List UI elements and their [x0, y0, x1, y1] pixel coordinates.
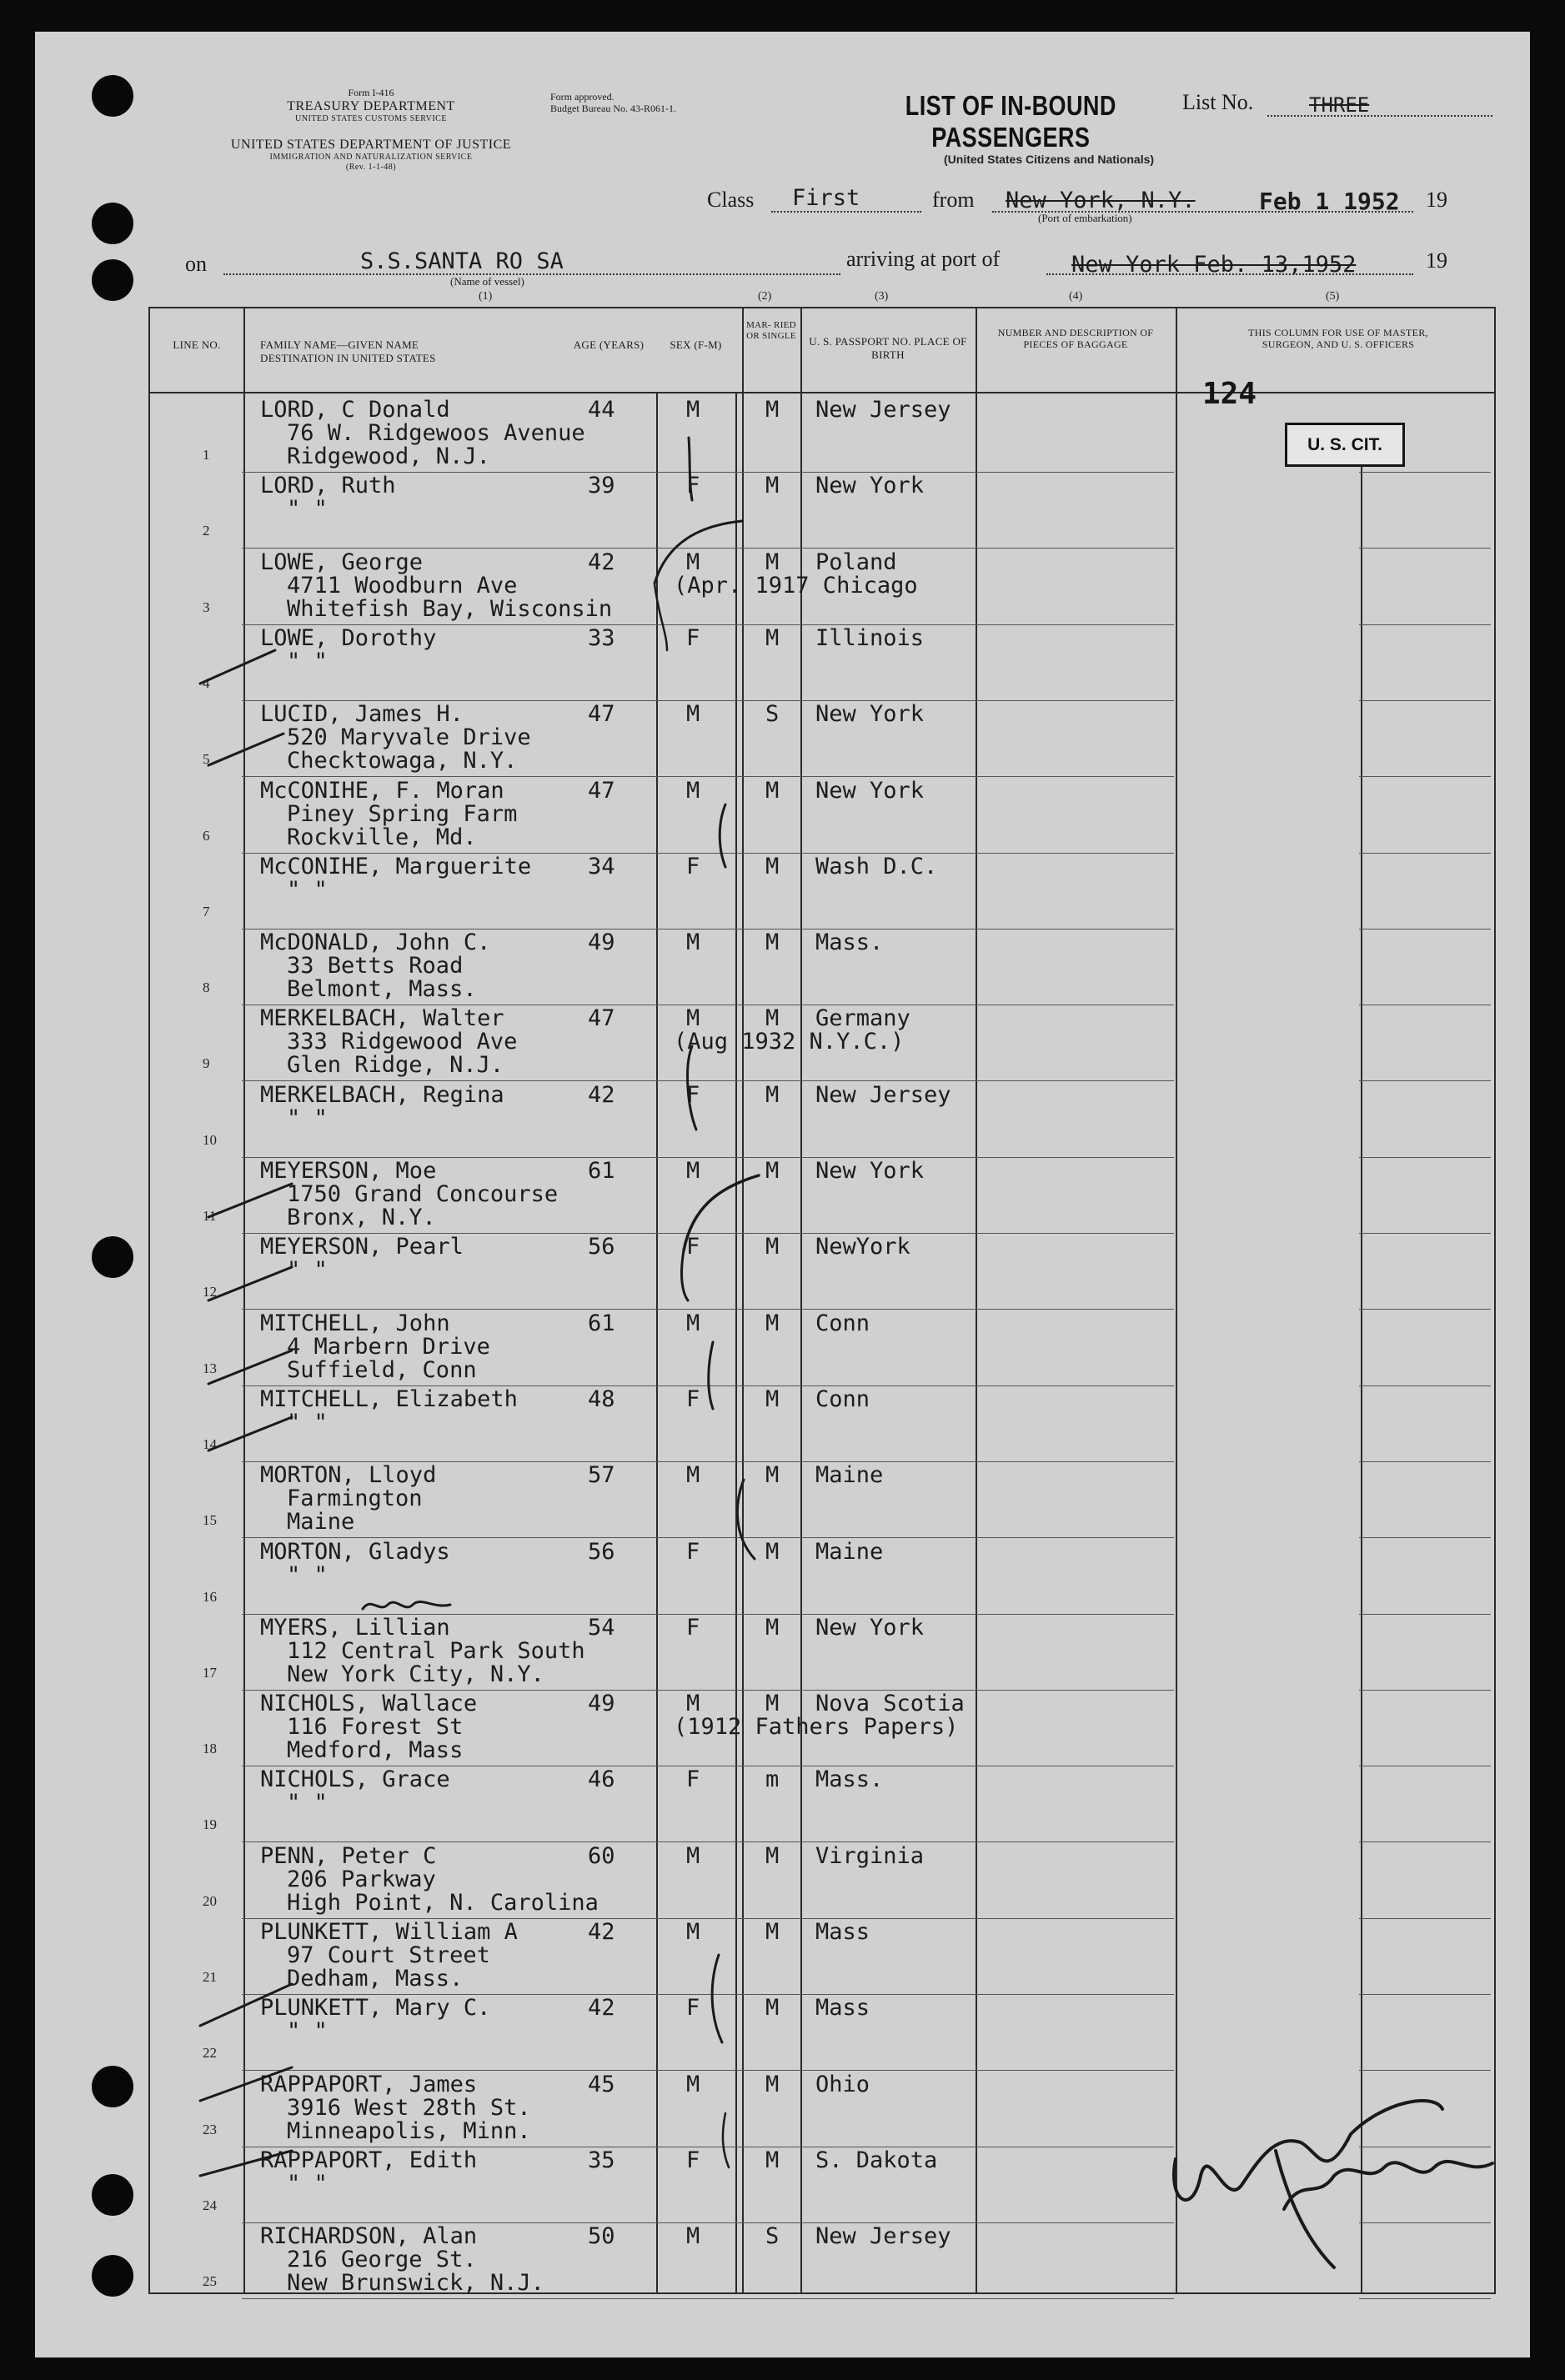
form-approved: Form approved. — [550, 91, 614, 103]
passenger-name: MEYERSON, Moe — [260, 1158, 437, 1184]
destination-line: Glen Ridge, N.J. — [287, 1052, 504, 1079]
table-row — [148, 1539, 1492, 1615]
destination-line: 333 Ridgewood Ave — [287, 1029, 518, 1055]
table-row — [148, 854, 1492, 929]
destination-line: 116 Forest St — [287, 1714, 464, 1741]
place-of-birth: New York — [815, 701, 925, 728]
marital-status: M — [765, 2071, 780, 2097]
line-number: 11 — [203, 1208, 217, 1224]
header-divider — [150, 392, 1494, 393]
passenger-sex: M — [686, 1005, 700, 1032]
line-number: 1 — [203, 447, 210, 463]
marital-status: M — [765, 1005, 780, 1032]
header-passport: U. S. PASSPORT NO. PLACE OF BIRTH — [809, 335, 967, 361]
marital-status: M — [765, 1081, 780, 1108]
place-of-birth: Maine — [815, 1538, 884, 1565]
passenger-sex: M — [686, 1691, 700, 1717]
destination-line: Bronx, N.Y. — [287, 1205, 436, 1230]
row-divider — [242, 2298, 1174, 2299]
passenger-age: 33 — [588, 624, 615, 651]
header-sex: SEX (F-M) — [670, 338, 722, 351]
column-number: (5) — [1326, 290, 1340, 303]
vessel-name: S.S.SANTA RO SA — [360, 248, 564, 274]
passenger-age: 47 — [588, 701, 615, 728]
passenger-age: 54 — [588, 1614, 615, 1641]
destination-line: Minneapolis, Minn. — [287, 2117, 531, 2144]
passenger-age: 60 — [588, 1842, 615, 1869]
marital-status: M — [765, 1462, 780, 1489]
vessel-line — [223, 273, 840, 275]
line-number: 20 — [203, 1892, 217, 1909]
from-date: Feb 1 1952 — [1259, 188, 1400, 215]
passenger-sex: F — [686, 1081, 700, 1108]
place-of-birth: New York — [815, 1158, 925, 1184]
passenger-age: 56 — [588, 1538, 615, 1565]
marital-status: M — [765, 473, 780, 499]
table-row — [148, 1310, 1492, 1386]
table-row — [148, 1691, 1492, 1766]
passenger-sex: M — [686, 1919, 700, 1945]
form-agency-block — [175, 88, 567, 172]
line-number: 10 — [203, 1131, 217, 1148]
marital-status: M — [765, 1842, 780, 1869]
punch-hole — [92, 2174, 133, 2216]
passenger-sex: M — [686, 397, 700, 423]
destination-line: " " — [287, 1105, 328, 1131]
header-baggage: NUMBER AND DESCRIPTION OF PIECES OF BAGGAGE — [997, 327, 1154, 351]
passenger-sex: M — [686, 1158, 700, 1184]
marital-status: m — [765, 1766, 780, 1793]
passenger-name: MITCHELL, Elizabeth — [260, 1385, 518, 1412]
place-of-birth: Virginia — [815, 1842, 925, 1869]
passenger-name: LOWE, Dorothy — [260, 624, 437, 651]
passenger-name: RAPPAPORT, James — [260, 2071, 478, 2097]
line-number: 8 — [203, 980, 210, 996]
destination-line: " " — [287, 496, 328, 523]
line-number: 23 — [203, 2121, 217, 2137]
table-row — [148, 1082, 1492, 1158]
place-of-birth: Ohio — [815, 2071, 870, 2097]
line-number: 19 — [203, 1816, 217, 1833]
header-line-no: LINE NO. — [173, 338, 221, 351]
punch-hole — [92, 1236, 133, 1278]
destination-line: New York City, N.Y. — [287, 1661, 544, 1687]
marital-status: M — [765, 2147, 780, 2173]
table-row — [148, 549, 1492, 625]
line-number: 7 — [203, 903, 210, 919]
destination-line: High Point, N. Carolina — [287, 1889, 599, 1916]
line-number: 4 — [203, 674, 210, 691]
destination-line: Piney Spring Farm — [287, 800, 518, 827]
passenger-name: McCONIHE, Marguerite — [260, 853, 532, 879]
port-embarkation-caption: (Port of embarkation) — [1038, 212, 1132, 224]
place-of-birth: Mass — [815, 1995, 870, 2022]
passenger-name: PENN, Peter C — [260, 1842, 437, 1869]
approval-block — [550, 92, 775, 115]
place-of-birth: Mass — [815, 1919, 870, 1945]
place-of-birth: Illinois — [815, 624, 925, 651]
list-no-line — [1267, 115, 1492, 117]
marital-status: M — [765, 624, 780, 651]
passenger-age: 61 — [588, 1310, 615, 1336]
table-row — [148, 778, 1492, 854]
destination-line: " " — [287, 1561, 328, 1588]
line-number: 21 — [203, 1969, 217, 1985]
destination-line: Checktowaga, N.Y. — [287, 748, 518, 774]
customs-service: UNITED STATES CUSTOMS SERVICE — [295, 114, 447, 124]
place-of-birth: New York — [815, 777, 925, 804]
marital-status: M — [765, 929, 780, 956]
table-row — [148, 625, 1492, 701]
line-number: 3 — [203, 599, 210, 615]
destination-line: " " — [287, 1409, 328, 1436]
passenger-name: NICHOLS, Grace — [260, 1766, 450, 1793]
passenger-age: 42 — [588, 1081, 615, 1108]
passenger-age: 45 — [588, 2071, 615, 2097]
passenger-sex: F — [686, 1614, 700, 1641]
table-row — [148, 1843, 1492, 1919]
destination-line: 206 Parkway — [287, 1866, 436, 1892]
naturalization-note: (1912 Fathers Papers) — [674, 1714, 959, 1741]
passenger-age: 57 — [588, 1462, 615, 1489]
passenger-name: MITCHELL, John — [260, 1310, 450, 1336]
header-name: FAMILY NAME—GIVEN NAME — [260, 338, 419, 351]
passenger-age: 44 — [588, 397, 615, 423]
place-of-birth: S. Dakota — [815, 2147, 938, 2173]
line-number: 2 — [203, 523, 210, 539]
marital-status: M — [765, 1158, 780, 1184]
place-of-birth: Wash D.C. — [815, 853, 938, 879]
passenger-name: MORTON, Lloyd — [260, 1462, 437, 1489]
line-number: 9 — [203, 1055, 210, 1072]
passenger-sex: M — [686, 549, 700, 575]
marital-status: M — [765, 1995, 780, 2022]
stamp-number: 124 — [1202, 377, 1257, 411]
marital-status: S — [765, 2223, 780, 2250]
passenger-name: McCONIHE, F. Moran — [260, 777, 504, 804]
passenger-sex: M — [686, 2223, 700, 2250]
passenger-age: 35 — [588, 2147, 615, 2173]
line-number: 24 — [203, 2197, 217, 2213]
ins-service: IMMIGRATION AND NATURALIZATION SERVICE — [269, 153, 473, 163]
destination-line: 216 George St. — [287, 2247, 477, 2273]
destination-line: 520 Maryvale Drive — [287, 724, 531, 751]
destination-line: Ridgewood, N.J. — [287, 443, 490, 469]
marital-status: M — [765, 1691, 780, 1717]
marital-status: M — [765, 1614, 780, 1641]
line-number: 15 — [203, 1512, 217, 1529]
from-year-suffix: 19 — [1426, 188, 1447, 212]
marital-status: M — [765, 777, 780, 804]
destination-line: 4 Marbern Drive — [287, 1333, 490, 1360]
justice-dept: UNITED STATES DEPARTMENT OF JUSTICE — [230, 137, 512, 152]
passenger-name: RICHARDSON, Alan — [260, 2223, 478, 2250]
passenger-name: PLUNKETT, William A — [260, 1919, 518, 1945]
place-of-birth: Conn — [815, 1310, 870, 1336]
place-of-birth: Poland — [815, 549, 897, 575]
on-label: on — [185, 252, 207, 276]
form-revision: (Rev. 1-1-48) — [345, 162, 397, 172]
destination-line: " " — [287, 2170, 328, 2197]
vessel-caption: (Name of vessel) — [450, 275, 524, 288]
passenger-sex: M — [686, 1842, 700, 1869]
line-number: 25 — [203, 2273, 217, 2290]
from-port: New York, N.Y. — [1006, 188, 1196, 213]
passenger-age: 42 — [588, 549, 615, 575]
passenger-name: MERKELBACH, Regina — [260, 1081, 504, 1108]
place-of-birth: NewYork — [815, 1234, 910, 1260]
class-label: Class — [707, 188, 755, 212]
treasury-dept: TREASURY DEPARTMENT — [287, 98, 455, 113]
destination-line: 3916 West 28th St. — [287, 2094, 531, 2121]
place-of-birth: New Jersey — [815, 397, 951, 423]
line-number: 5 — [203, 751, 210, 768]
destination-line: " " — [287, 2018, 328, 2045]
passenger-sex: M — [686, 1462, 700, 1489]
passenger-sex: F — [686, 1995, 700, 2022]
passenger-age: 56 — [588, 1234, 615, 1260]
column-number: (2) — [758, 290, 772, 303]
passenger-name: MERKELBACH, Walter — [260, 1005, 504, 1032]
destination-line: Suffield, Conn — [287, 1356, 477, 1383]
place-of-birth: Germany — [815, 1005, 910, 1032]
passenger-sex: M — [686, 1310, 700, 1336]
destination-line: " " — [287, 1257, 328, 1284]
place-of-birth: Mass. — [815, 1766, 884, 1793]
destination-line: 112 Central Park South — [287, 1637, 585, 1664]
marital-status: M — [765, 853, 780, 879]
passenger-age: 49 — [588, 929, 615, 956]
place-of-birth: New Jersey — [815, 2223, 951, 2250]
class-line — [771, 211, 921, 213]
place-of-birth: Conn — [815, 1385, 870, 1412]
line-number: 22 — [203, 2045, 217, 2062]
passenger-sex: M — [686, 701, 700, 728]
punch-hole — [92, 75, 133, 117]
marital-status: M — [765, 397, 780, 423]
destination-line: 4711 Woodburn Ave — [287, 572, 518, 599]
marital-status: M — [765, 1310, 780, 1336]
table-row — [148, 473, 1492, 549]
column-number: (3) — [875, 290, 889, 303]
table-row — [148, 1995, 1492, 2071]
passenger-age: 47 — [588, 777, 615, 804]
marital-status: M — [765, 1919, 780, 1945]
passenger-age: 39 — [588, 473, 615, 499]
punch-hole — [92, 203, 133, 244]
header-married: MAR- RIED OR SINGLE — [746, 320, 796, 342]
marital-status: M — [765, 1538, 780, 1565]
line-number: 14 — [203, 1436, 217, 1452]
destination-line: " " — [287, 1790, 328, 1816]
passenger-age: 49 — [588, 1691, 615, 1717]
table-row — [148, 2147, 1492, 2223]
destination-line: New Brunswick, N.J. — [287, 2270, 544, 2297]
passenger-age: 47 — [588, 1005, 615, 1032]
page-title: LIST OF IN-BOUND PASSENGERS — [905, 90, 1116, 153]
list-no-label: List No. — [1182, 90, 1254, 114]
naturalization-note: (Aug 1932 N.Y.C.) — [674, 1029, 905, 1055]
destination-line: 33 Betts Road — [287, 953, 464, 980]
line-number: 6 — [203, 827, 210, 844]
form-number: Form I-416 — [348, 87, 394, 98]
column-number: (1) — [479, 290, 493, 303]
line-number: 18 — [203, 1741, 217, 1757]
row-divider — [1359, 2298, 1491, 2299]
table-row — [148, 2072, 1492, 2147]
destination-line: Belmont, Mass. — [287, 976, 477, 1003]
destination-line: Farmington — [287, 1486, 423, 1512]
passenger-sex: F — [686, 1234, 700, 1260]
place-of-birth: Mass. — [815, 929, 884, 956]
table-row — [148, 1005, 1492, 1081]
destination-line: Maine — [287, 1509, 355, 1536]
place-of-birth: New York — [815, 1614, 925, 1641]
table-row — [148, 2223, 1492, 2299]
arriving-line — [1046, 273, 1413, 275]
table-row — [148, 1386, 1492, 1462]
page-subtitle: (United States Citizens and Nationals) — [944, 153, 1155, 166]
punch-hole — [92, 259, 133, 301]
passenger-name: MEYERSON, Pearl — [260, 1234, 464, 1260]
passenger-name: LORD, Ruth — [260, 473, 396, 499]
passenger-sex: M — [686, 777, 700, 804]
passenger-age: 48 — [588, 1385, 615, 1412]
us-citizen-stamp: U. S. CIT. — [1285, 423, 1405, 467]
punch-hole — [92, 2066, 133, 2107]
destination-line: Medford, Mass — [287, 1737, 464, 1764]
passenger-name: PLUNKETT, Mary C. — [260, 1995, 491, 2022]
arriving-value: New York Feb. 13,1952 — [1071, 252, 1357, 278]
passenger-name: MYERS, Lillian — [260, 1614, 450, 1641]
line-number: 16 — [203, 1588, 217, 1605]
place-of-birth: New Jersey — [815, 1081, 951, 1108]
arriving-year-suffix: 19 — [1426, 248, 1447, 273]
passenger-sex: M — [686, 929, 700, 956]
destination-line: 1750 Grand Concourse — [287, 1181, 559, 1207]
passenger-sex: F — [686, 2147, 700, 2173]
passenger-sex: F — [686, 1766, 700, 1793]
destination-line: Rockville, Md. — [287, 824, 477, 850]
passenger-name: LOWE, George — [260, 549, 424, 575]
line-number: 13 — [203, 1360, 217, 1376]
arriving-label: arriving at port of — [846, 247, 1001, 271]
table-row — [148, 1462, 1492, 1538]
passenger-sex: F — [686, 473, 700, 499]
passenger-age: 50 — [588, 2223, 615, 2250]
destination-line: Dedham, Mass. — [287, 1966, 464, 1992]
passenger-age: 34 — [588, 853, 615, 879]
table-row — [148, 1766, 1492, 1842]
list-no-value: THREE — [1309, 93, 1370, 117]
marital-status: M — [765, 1234, 780, 1260]
passenger-name: MORTON, Gladys — [260, 1538, 450, 1565]
passenger-name: LORD, C Donald — [260, 397, 450, 423]
column-number: (4) — [1069, 290, 1083, 303]
passenger-age: 46 — [588, 1766, 615, 1793]
passenger-name: LUCID, James H. — [260, 701, 464, 728]
header-destination: DESTINATION IN UNITED STATES — [260, 352, 436, 364]
passenger-sex: F — [686, 1538, 700, 1565]
destination-line: Whitefish Bay, Wisconsin — [287, 595, 613, 622]
naturalization-note: (Apr. 1917 Chicago — [674, 572, 918, 599]
table-row — [148, 929, 1492, 1005]
passenger-name: NICHOLS, Wallace — [260, 1691, 478, 1717]
place-of-birth: New York — [815, 473, 925, 499]
budget-bureau: Budget Bureau No. 43-R061-1. — [550, 102, 676, 114]
punch-hole — [92, 2255, 133, 2297]
marital-status: M — [765, 1385, 780, 1412]
passenger-sex: F — [686, 624, 700, 651]
passenger-sex: F — [686, 1385, 700, 1412]
destination-line: 76 W. Ridgewoos Avenue — [287, 420, 585, 446]
passenger-age: 61 — [588, 1158, 615, 1184]
table-row — [148, 1919, 1492, 1995]
line-number: 17 — [203, 1664, 217, 1681]
place-of-birth: Maine — [815, 1462, 884, 1489]
header-age: AGE (YEARS) — [573, 338, 645, 351]
destination-line: " " — [287, 876, 328, 903]
from-label: from — [932, 188, 975, 212]
passenger-name: RAPPAPORT, Edith — [260, 2147, 478, 2173]
line-number: 12 — [203, 1284, 217, 1300]
class-value: First — [792, 185, 860, 211]
marital-status: S — [765, 701, 780, 728]
passenger-name: McDONALD, John C. — [260, 929, 491, 956]
destination-line: " " — [287, 648, 328, 674]
table-row — [148, 1234, 1492, 1310]
passenger-sex: M — [686, 2071, 700, 2097]
header-officers: THIS COLUMN FOR USE OF MASTER, SURGEON, AND U. S. OFFICERS — [1248, 327, 1428, 351]
passenger-age: 42 — [588, 1995, 615, 2022]
table-row — [148, 701, 1492, 777]
place-of-birth: Nova Scotia — [815, 1691, 965, 1717]
marital-status: M — [765, 549, 780, 575]
table-row — [148, 1158, 1492, 1234]
table-row — [148, 1615, 1492, 1691]
passenger-age: 42 — [588, 1919, 615, 1945]
destination-line: 97 Court Street — [287, 1942, 490, 1968]
passenger-sex: F — [686, 853, 700, 879]
